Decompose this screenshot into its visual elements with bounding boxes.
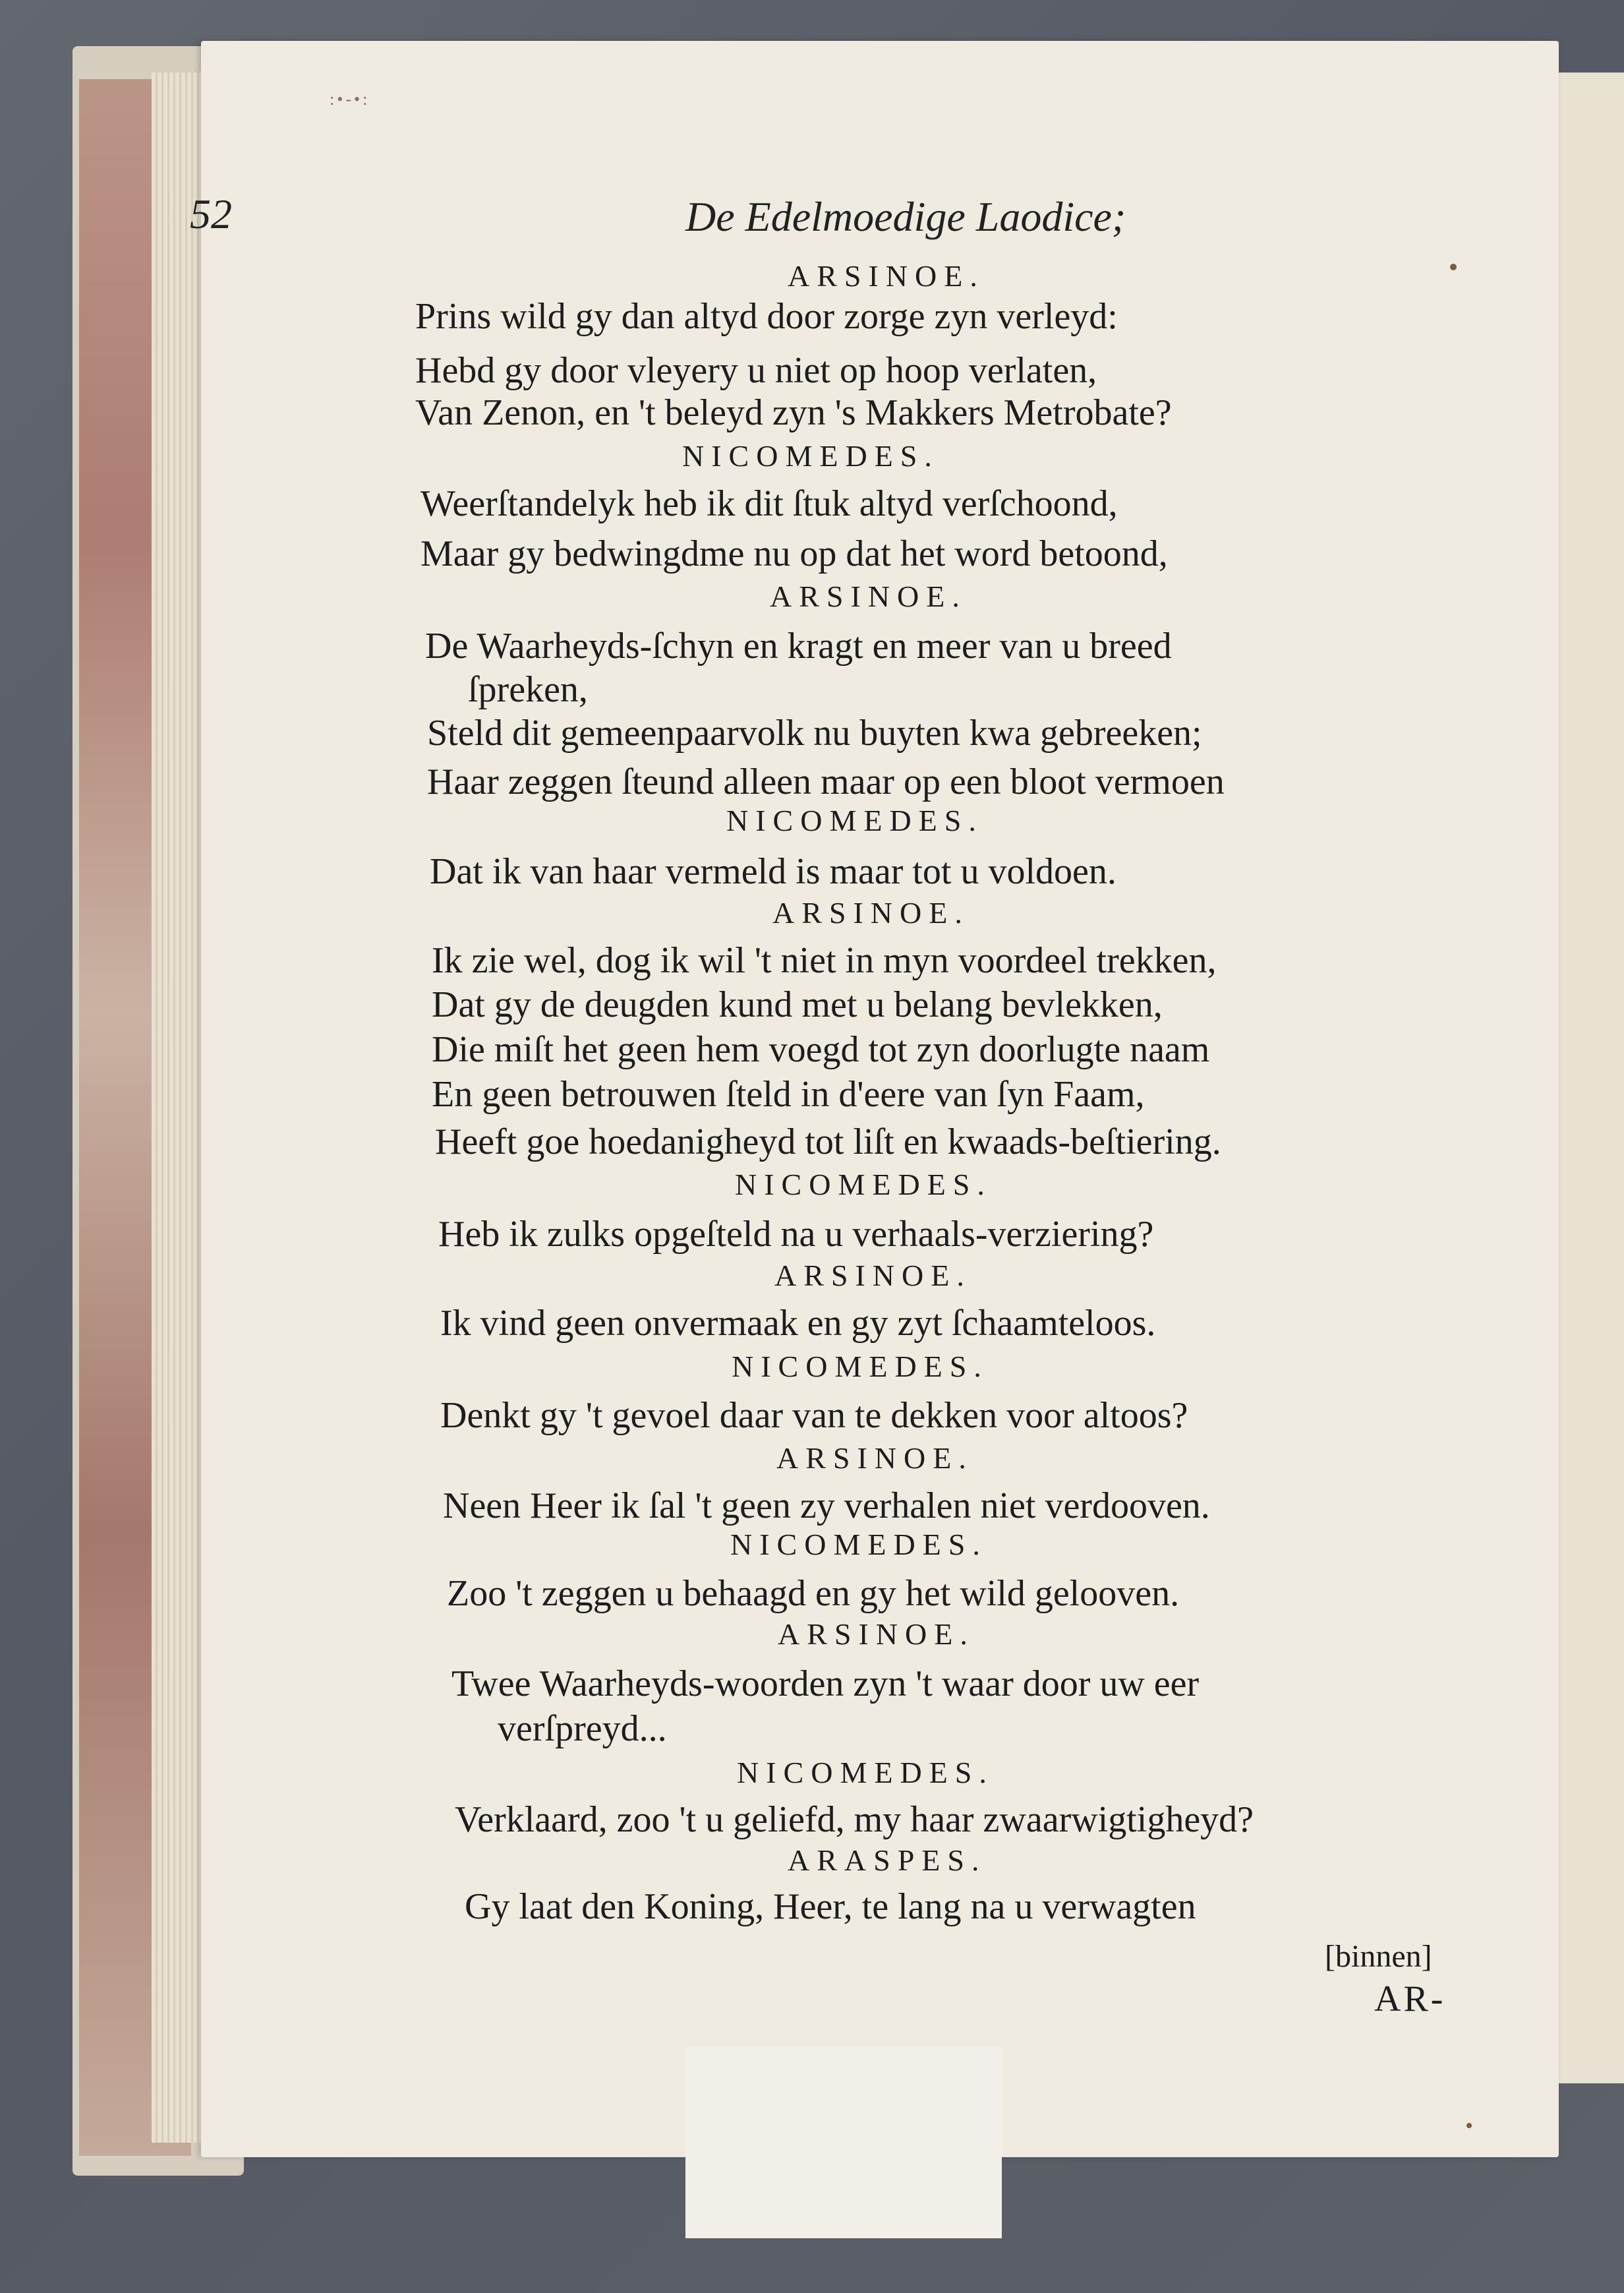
verse-line: Twee Waarheyds-woorden zyn 't waar door uw eer — [451, 1663, 1200, 1704]
speaker-heading: ARSINOE. — [770, 580, 967, 613]
foxing-spot — [1450, 264, 1457, 270]
verse-line: Prins wild gy dan altyd door zorge zyn verleyd: — [415, 296, 1118, 337]
verse-line: Dat ik van haar vermeld is maar tot u voldoen. — [430, 851, 1116, 892]
speaker-heading: ARSINOE. — [776, 1441, 973, 1475]
verse-line: Gy laat den Koning, Heer, te lang na u verwagten — [465, 1886, 1196, 1927]
verse-line: Weerſtandelyk heb ik dit ſtuk altyd verſchoond, — [420, 483, 1118, 524]
foxing-spot — [1466, 2123, 1472, 2128]
verse-line: Heeft goe hoedanigheyd tot liſt en kwaads-beſtiering. — [435, 1121, 1221, 1162]
speaker-heading: ARSINOE. — [778, 1617, 975, 1651]
speaker-heading: NICOMEDES. — [682, 439, 939, 473]
verse-line: Steld dit gemeenpaarvolk nu buyten kwa gebreeken; — [427, 713, 1202, 754]
verse-line: ſpreken, — [468, 669, 588, 710]
speaker-heading: ARASPES. — [788, 1843, 987, 1877]
verse-line: Ik vind geen onvermaak en gy zyt ſchaamteloos. — [440, 1303, 1156, 1344]
speaker-heading: ARSINOE. — [788, 259, 985, 293]
verse-line: De Waarheyds-ſchyn en kragt en meer van u breed — [425, 626, 1172, 667]
verse-line: En geen betrouwen ſteld in d'eere van ſyn Faam, — [432, 1074, 1145, 1115]
speaker-heading: NICOMEDES. — [737, 1756, 994, 1789]
verse-line: Ik zie wel, dog ik wil 't niet in myn voordeel trekken, — [432, 940, 1217, 981]
verse-line: verſpreyd... — [498, 1708, 667, 1749]
speaker-heading: ARSINOE. — [772, 896, 970, 930]
verse-line: Haar zeggen ſteund alleen maar op een bloot vermoen — [427, 761, 1225, 802]
running-title: De Edelmoedige Laodice; — [685, 193, 1126, 240]
verse-line: Verklaard, zoo 't u geliefd, my haar zwaarwigtigheyd? — [455, 1799, 1254, 1840]
printer-ornament: :•-•: — [330, 90, 370, 109]
catchword: AR- — [1374, 1979, 1446, 2019]
verse-line: Van Zenon, en 't beleyd zyn 's Makkers Metrobate? — [415, 392, 1172, 433]
verse-line: Denkt gy 't gevoel daar van te dekken voor altoos? — [440, 1395, 1188, 1436]
paper-label-patch — [685, 2047, 1002, 2238]
verse-line: Neen Heer ik ſal 't geen zy verhalen niet verdooven. — [443, 1485, 1210, 1526]
verse-line: Dat gy de deugden kund met u belang bevlekken, — [432, 984, 1163, 1025]
verse-line: Heb ik zulks opgeſteld na u verhaals-verziering? — [438, 1214, 1154, 1255]
speaker-heading: NICOMEDES. — [730, 1528, 987, 1561]
verse-line: Zoo 't zeggen u behaagd en gy het wild gelooven. — [447, 1573, 1180, 1614]
verse-line: Die miſt het geen hem voegd tot zyn doorlugte naam — [432, 1029, 1210, 1070]
speaker-heading: NICOMEDES. — [735, 1168, 992, 1201]
page-number: 52 — [190, 191, 232, 237]
verse-line: Maar gy bedwingdme nu op dat het word betoond, — [420, 533, 1168, 574]
speaker-heading: ARSINOE. — [774, 1259, 972, 1292]
verse-line: Hebd gy door vleyery u niet op hoop verlaten, — [415, 350, 1097, 391]
speaker-heading: NICOMEDES. — [726, 804, 983, 837]
speaker-heading: NICOMEDES. — [732, 1350, 989, 1383]
verse-line-runover: [binnen] — [1325, 1939, 1432, 1974]
